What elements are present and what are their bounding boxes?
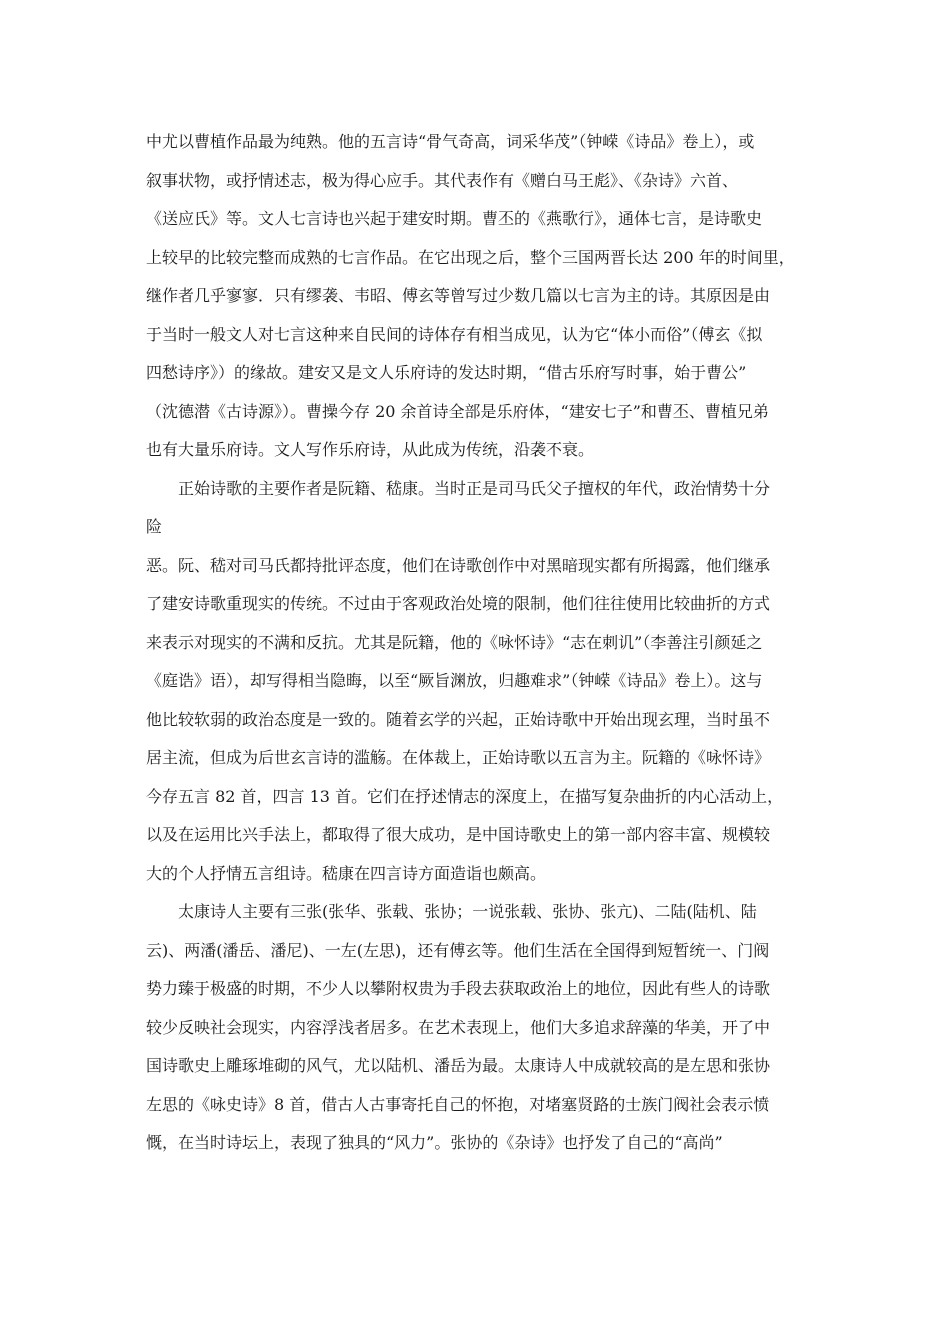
- text-line: 于当时一般文人对七言这种来自民间的诗体存有相当成见，认为它“体小而俗”（傅玄《拟: [146, 324, 763, 344]
- text-line: 慨，在当时诗坛上，表现了独具的“风力”。张协的《杂诗》也抒发了自己的“高尚”: [146, 1133, 723, 1152]
- paragraph-start-line: 太康诗人主要有三张(张华、张载、张协；一说张载、张协、张亢)、二陆(陆机、陆: [178, 902, 757, 921]
- text-line: 上较早的比较完整而成熟的七言作品。在它出现之后，整个三国两晋长达 200 年的时间里，: [146, 247, 795, 267]
- text-line: 大的个人抒情五言组诗。嵇康在四言诗方面造诣也颇高。: [146, 863, 547, 883]
- text-line: 云)、两潘(潘岳、潘尼)、一左(左思)，还有傅玄等。他们生活在全国得到短暂统一、门阀: [146, 940, 770, 960]
- text-line: 居主流，但成为后世玄言诗的滥觞。在体裁上，正始诗歌以五言为主。阮籍的《咏怀诗》: [146, 748, 771, 767]
- text-line: 《送应氏》等。文人七言诗也兴起于建安时期。曹丕的《燕歌行》，通体七言，是诗歌史: [146, 209, 763, 228]
- text-line: 较少反映社会现实，内容浮浅者居多。在艺术表现上，他们大多追求辞藻的华美，开了中: [146, 1017, 771, 1037]
- text-line: 他比较软弱的政治态度是一致的。随着玄学的兴起，正始诗歌中开始出现玄理，当时虽不: [146, 709, 771, 729]
- text-line: 中尤以曹植作品最为纯熟。他的五言诗“骨气奇高，词采华茂”（钟嵘《诗品》卷上），或: [146, 132, 755, 151]
- text-line: 今存五言 82 首，四言 13 首。它们在抒述情志的深度上，在描写复杂曲折的内心活动上，: [146, 786, 784, 806]
- paragraph-start-line: 正始诗歌的主要作者是阮籍、嵇康。当时正是司马氏父子擅权的年代，政治情势十分: [178, 478, 771, 498]
- text-line: 左思的《咏史诗》8 首，借古人古事寄托自己的怀抱，对堵塞贤路的士族门阀社会表示愤: [146, 1094, 770, 1114]
- text-line: 也有大量乐府诗。文人写作乐府诗，从此成为传统，沿袭不衰。: [146, 440, 595, 459]
- text-line: 以及在运用比兴手法上，都取得了很大成功，是中国诗歌史上的第一部内容丰富、规模较: [146, 825, 771, 844]
- text-line: 《庭诰》语），却写得相当隐晦，以至“厥旨渊放，归趣难求”（钟嵘《诗品》卷上）。这与: [146, 671, 763, 690]
- text-line: 险: [146, 517, 163, 536]
- text-line: 四愁诗序》）的缘故。建安又是文人乐府诗的发达时期，“借古乐府写时事，始于曹公”: [146, 363, 747, 382]
- text-line: 叙事状物，或抒情述志，极为得心应手。其代表作有《赠白马王彪》、《杂诗》六首、: [146, 170, 739, 190]
- text-line: 了建安诗歌重现实的传统。不过由于客观政治处境的限制，他们往往使用比较曲折的方式: [146, 594, 771, 613]
- body-text: [146, 123, 826, 1163]
- text-line: 恶。阮、嵇对司马氏都持批评态度，他们在诗歌创作中对黑暗现实都有所揭露，他们继承: [146, 555, 771, 575]
- text-line: 继作者几乎寥寥．只有缪袭、韦昭、傅玄等曾写过少数几篇以七言为主的诗。其原因是由: [146, 286, 771, 305]
- text-line: 来表示对现实的不满和反抗。尤其是阮籍，他的《咏怀诗》“志在刺讥”（李善注引颜延之: [146, 632, 763, 652]
- text-line: 势力臻于极盛的时期，不少人以攀附权贵为手段去获取政治上的地位，因此有些人的诗歌: [146, 979, 771, 998]
- text-line: 国诗歌史上雕琢堆砌的风气，尤以陆机、潘岳为最。太康诗人中成就较高的是左思和张协: [146, 1056, 771, 1075]
- text-line: （沈德潜《古诗源》）。曹操今存 20 余首诗全部是乐府体，“建安七子”和曹丕、曹植兄弟: [146, 401, 769, 421]
